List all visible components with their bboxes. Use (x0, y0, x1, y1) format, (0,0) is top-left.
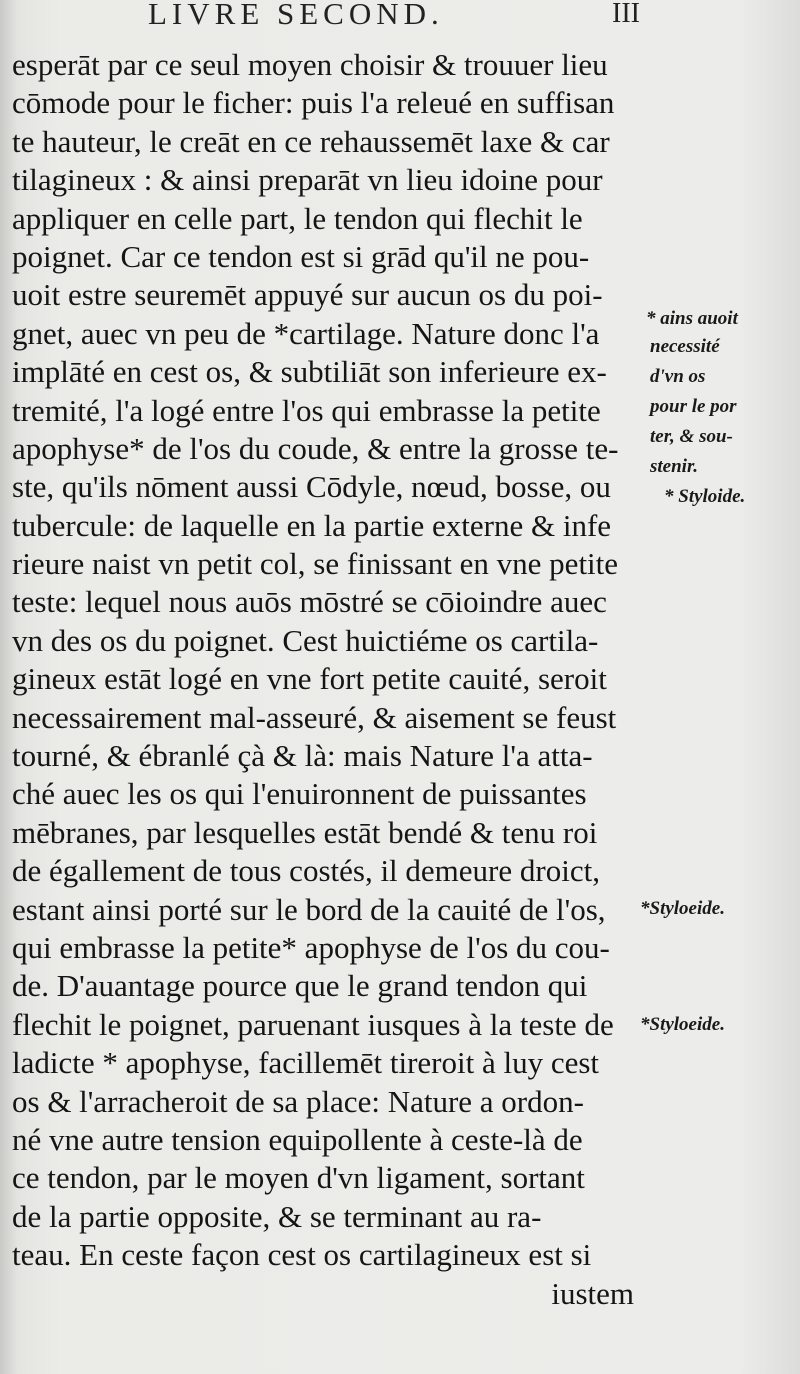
text-line: mēbranes, par lesquelles estāt bendé & tenu roi (12, 814, 598, 850)
text-line: ste, qu'ils nōment aussi Cōdyle, nœud, bosse, ou (12, 469, 611, 505)
text-line: de égallement de tous costés, il demeure droict, (12, 853, 600, 889)
text-line: tubercule: de laquelle en la partie externe & infe (12, 507, 612, 543)
running-head: LIVRE SECOND. (148, 0, 444, 31)
text-line: ladicte * apophyse, facillemēt tireroit à luy cest (12, 1045, 600, 1081)
text-line: apophyse* de l'os du coude, & entre la grosse te- (12, 430, 619, 466)
text-line: teste: lequel nous auōs mōstré se cōioindre auec (12, 584, 607, 620)
margin-note: necessité (650, 336, 720, 357)
margin-note: * ains auoit (646, 308, 738, 329)
text-line: de. D'auantage pource que le grand tendon qui (12, 968, 588, 1004)
text-line: qui embrasse la petite* apophyse de l'os du cou- (12, 929, 610, 965)
text-line: de la partie opposite, & se terminant au ra- (12, 1198, 542, 1234)
text-line: flechit le poignet, paruenant iusques à la teste de (12, 1006, 614, 1042)
text-line: implāté en cest os, & subtiliāt son inferieure ex- (12, 354, 607, 390)
margin-note: * Styloide. (664, 486, 746, 507)
text-line: necessairement mal-asseuré, & aisement se feust (12, 699, 617, 735)
text-line: te hauteur, le creāt en ce rehaussemēt laxe & car (12, 123, 610, 159)
text-line: rieure naist vn petit col, se finissant en vne petite (12, 546, 619, 582)
margin-note: *Styloeide. (640, 898, 725, 919)
text-line: appliquer en celle part, le tendon qui flechit le (12, 200, 583, 236)
margin-note: *Styloeide. (640, 1014, 725, 1035)
text-line: uoit estre seuremēt appuyé sur aucun os du poi- (12, 277, 603, 313)
text-line: vn des os du poignet. Cest huictiéme os cartila- (12, 622, 599, 658)
text-line: ce tendon, par le moyen d'vn ligament, sortant (12, 1160, 585, 1196)
text-line: gineux estāt logé en vne fort petite cauité, seroit (12, 661, 607, 697)
margin-note: stenir. (650, 456, 699, 477)
folio-number: III (612, 0, 640, 29)
text-line: esperāt par ce seul moyen choisir & trouuer lieu (12, 47, 608, 82)
catchword: iustem (551, 1275, 634, 1311)
text-line: estant ainsi porté sur le bord de la cauité de l'os, (12, 891, 606, 927)
text-line: tremité, l'a logé entre l'os qui embrasse la petite (12, 392, 601, 428)
margin-note: d'vn os (650, 366, 706, 387)
margin-note: pour le por (650, 396, 737, 417)
text-line: os & l'arracheroit de sa place: Nature a ordon- (12, 1083, 584, 1119)
text-line: cōmode pour le ficher: puis l'a releué en suffisan (12, 85, 615, 121)
margin-note: ter, & sou- (650, 426, 733, 447)
text-line: poignet. Car ce tendon est si grād qu'il ne pou- (12, 238, 590, 274)
text-line: gnet, auec vn peu de *cartilage. Nature donc l'a (12, 315, 600, 351)
text-line: né vne autre tension equipollente à ceste-là de (12, 1121, 583, 1157)
text-line: teau. En ceste façon cest os cartilagineux est si (12, 1237, 592, 1273)
text-line: tourné, & ébranlé çà & là: mais Nature l'a atta- (12, 738, 593, 774)
text-line: ché auec les os qui l'enuironnent de puissantes (12, 776, 587, 812)
text-line: tilagineux : & ainsi preparāt vn lieu idoine pour (12, 162, 603, 198)
